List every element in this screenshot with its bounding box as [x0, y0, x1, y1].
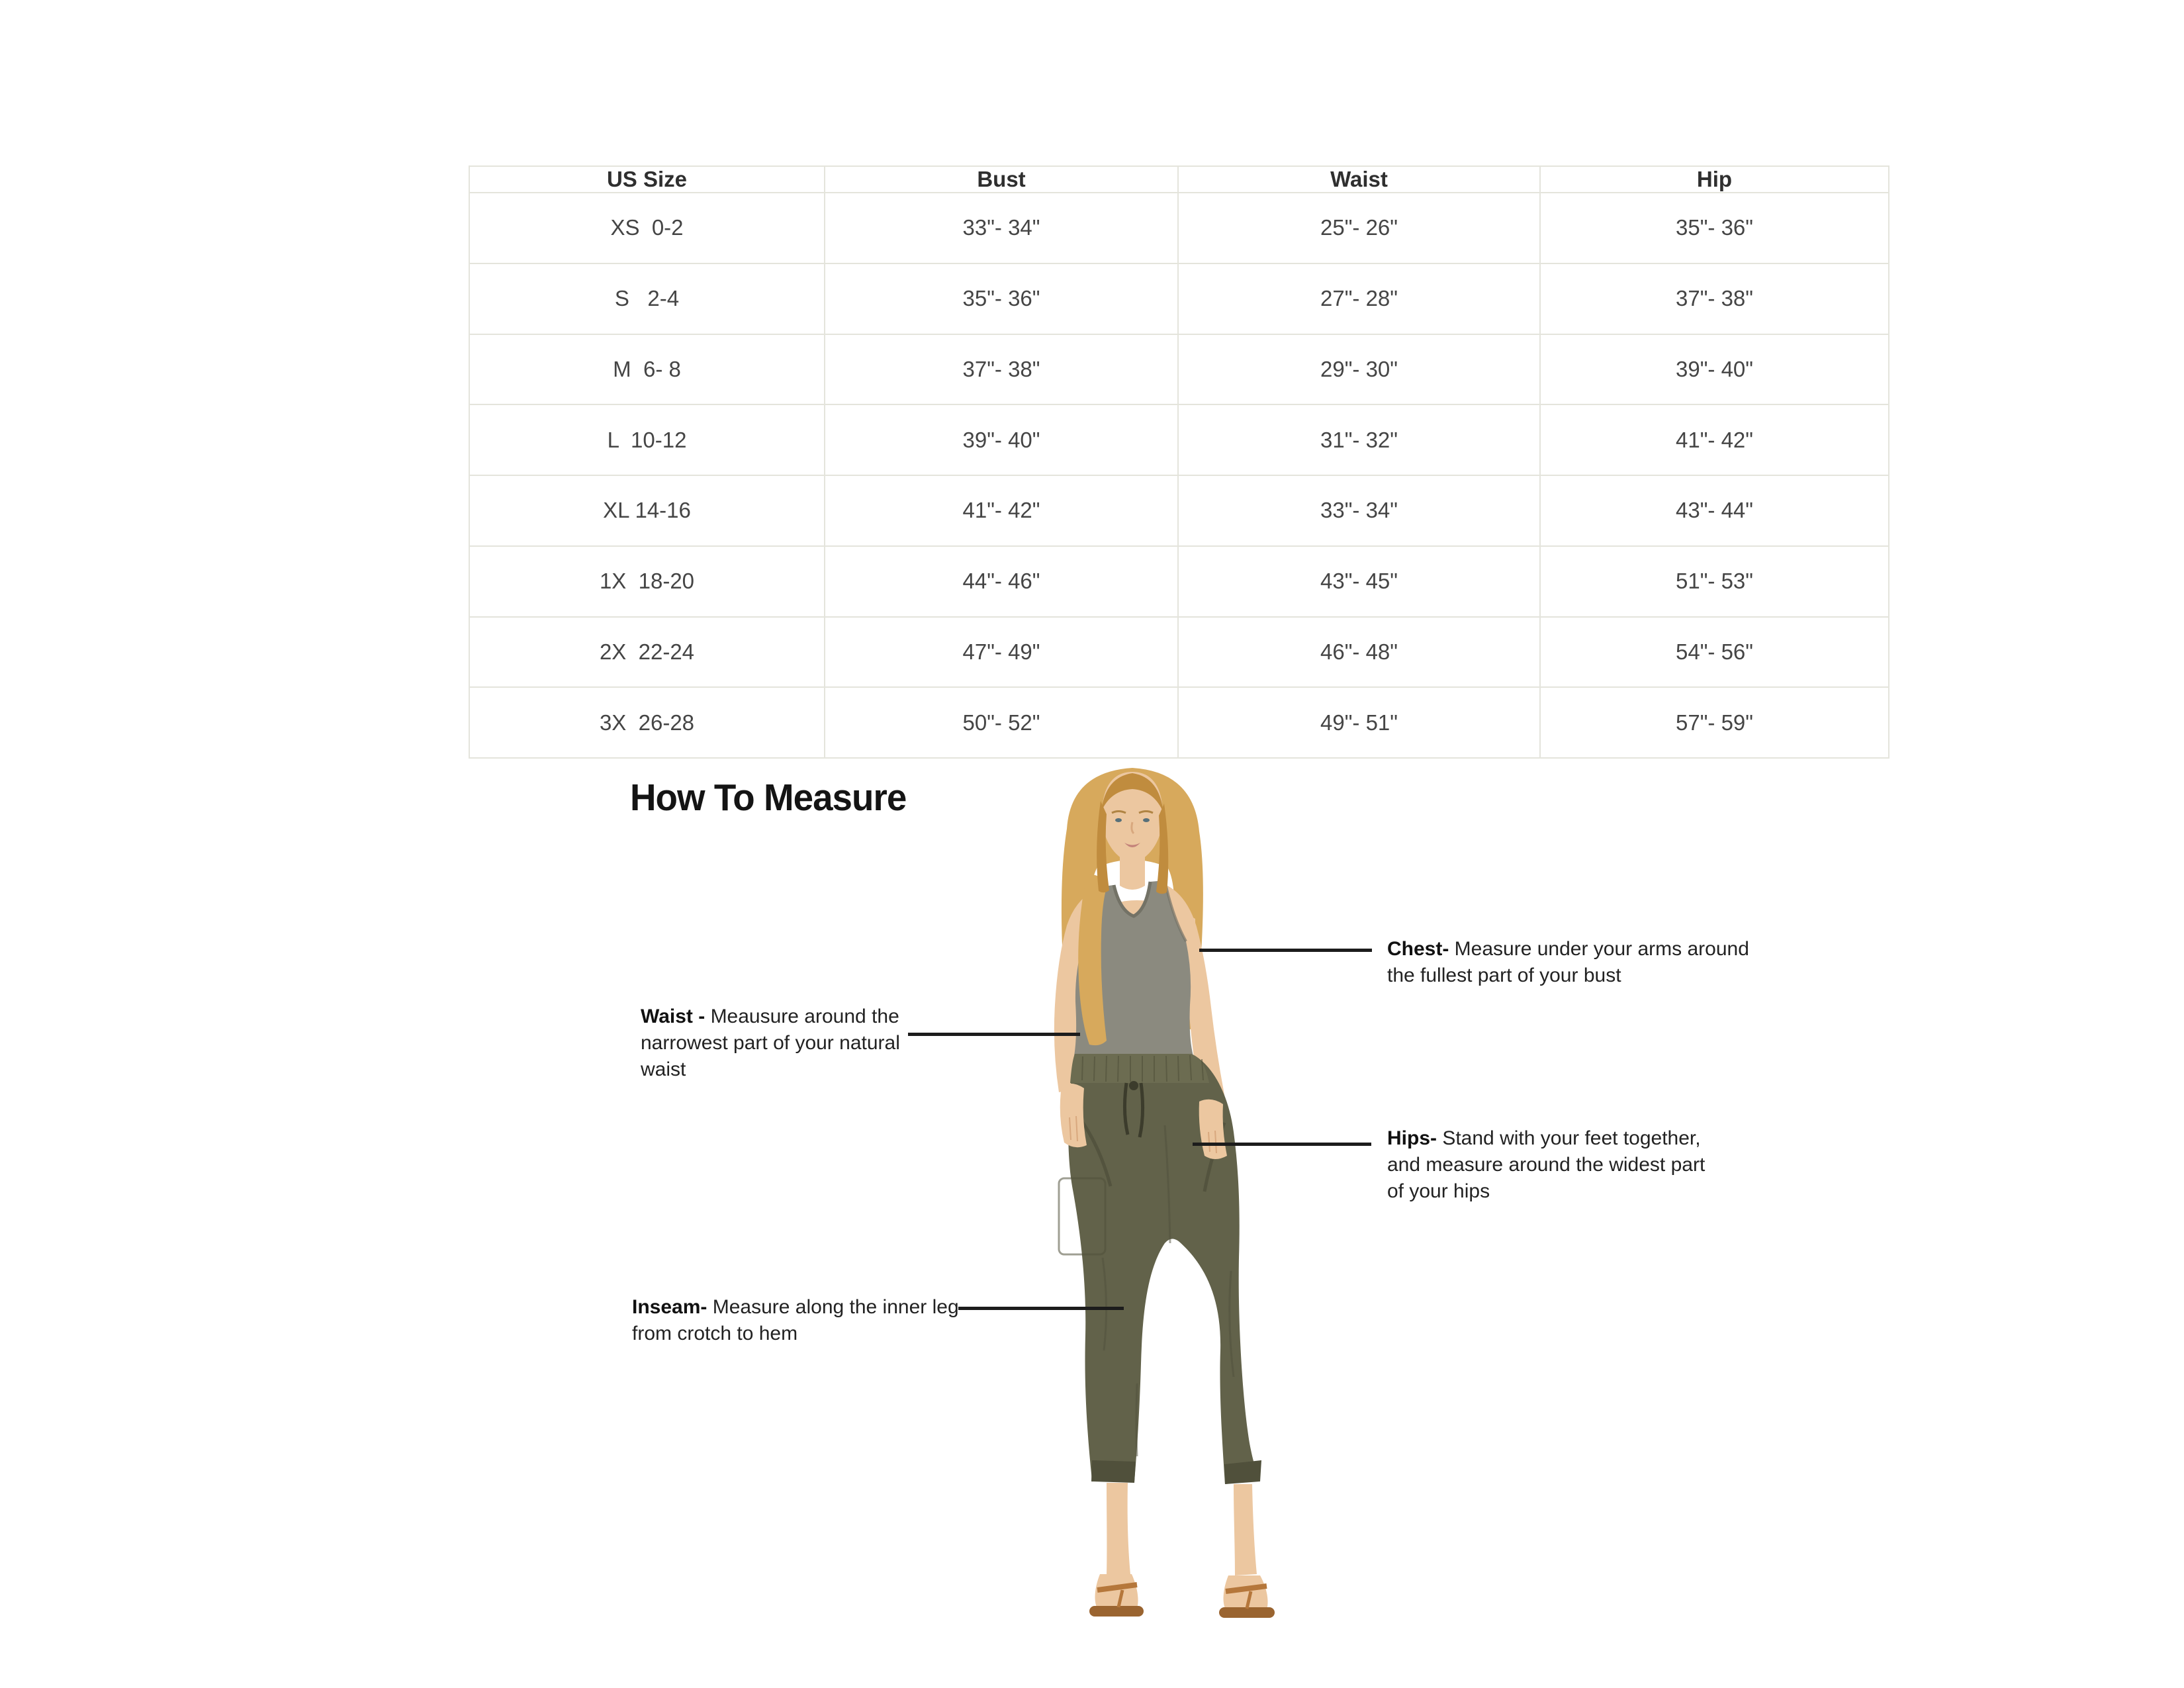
chest-annotation: Chest- Measure under your arms around the fullest part of your bust	[1387, 938, 1749, 986]
table-row	[469, 475, 1889, 546]
right-hand	[1199, 1100, 1227, 1159]
table-row	[469, 546, 1889, 617]
legs-feet	[1089, 1483, 1275, 1618]
col-header-bust: Bust	[825, 166, 1178, 193]
col-header-waist: Waist	[1178, 166, 1540, 193]
size-cell: XL 14-16	[469, 475, 825, 546]
waist-annotation: Waist - Meausure around the narrowest part of your natural waist	[641, 1006, 900, 1080]
hips-label: Hips-	[1387, 1127, 1437, 1149]
hips-leader-line	[1193, 1143, 1371, 1146]
size-cell: 3X 26-28	[469, 687, 825, 758]
hip-cell: 39"- 40"	[1540, 334, 1889, 405]
table-row	[469, 263, 1889, 334]
right-sandal-sole	[1219, 1607, 1275, 1618]
inseam-label: Inseam-	[632, 1296, 707, 1318]
table-header-row	[469, 166, 1889, 193]
col-header-us-size: US Size	[469, 166, 825, 193]
bust-cell: 39"- 40"	[825, 404, 1178, 475]
size-cell: L 10-12	[469, 404, 825, 475]
hip-cell: 35"- 36"	[1540, 193, 1889, 263]
waistband	[1070, 1054, 1209, 1083]
bust-cell: 41"- 42"	[825, 475, 1178, 546]
table-row	[469, 687, 1889, 758]
left-cuff	[1091, 1460, 1136, 1483]
hip-cell: 57"- 59"	[1540, 687, 1889, 758]
size-cell: 1X 18-20	[469, 546, 825, 617]
size-cell: 2X 22-24	[469, 617, 825, 688]
waist-cell: 46"- 48"	[1178, 617, 1540, 688]
left-sandal-sole	[1089, 1606, 1144, 1617]
chest-leader-line	[1199, 949, 1372, 952]
bust-cell: 37"- 38"	[825, 334, 1178, 405]
table-row	[469, 404, 1889, 475]
drawstring-knot	[1129, 1081, 1138, 1090]
how-to-measure-title: How To Measure	[630, 776, 907, 819]
hip-cell: 54"- 56"	[1540, 617, 1889, 688]
table-row	[469, 617, 1889, 688]
size-cell: M 6- 8	[469, 334, 825, 405]
hip-cell: 37"- 38"	[1540, 263, 1889, 334]
waist-cell: 43"- 45"	[1178, 546, 1540, 617]
waist-cell: 27"- 28"	[1178, 263, 1540, 334]
hip-cell: 41"- 42"	[1540, 404, 1889, 475]
inseam-annotation: Inseam- Measure along the inner leg from crotch to hem	[632, 1296, 959, 1344]
left-hand	[1060, 1084, 1087, 1147]
size-cell: XS 0-2	[469, 193, 825, 263]
hip-cell: 43"- 44"	[1540, 475, 1889, 546]
model-figure-image	[1006, 755, 1377, 1622]
hips-annotation: Hips- Stand with your feet together, and measure around the widest part of your hips	[1387, 1127, 1706, 1202]
waist-cell: 33"- 34"	[1178, 475, 1540, 546]
col-header-hip: Hip	[1540, 166, 1889, 193]
table-row	[469, 334, 1889, 405]
bust-cell: 47"- 49"	[825, 617, 1178, 688]
right-cuff	[1224, 1460, 1261, 1484]
model-figure-svg	[1006, 755, 1377, 1622]
waist-label: Waist -	[641, 1006, 705, 1027]
bust-cell: 50"- 52"	[825, 687, 1178, 758]
size-chart-table	[469, 165, 1889, 759]
jogger-pants	[1059, 1054, 1261, 1484]
waist-cell: 49"- 51"	[1178, 687, 1540, 758]
bust-cell: 44"- 46"	[825, 546, 1178, 617]
waist-cell: 29"- 30"	[1178, 334, 1540, 405]
table-row	[469, 193, 1889, 263]
bust-cell: 35"- 36"	[825, 263, 1178, 334]
bust-cell: 33"- 34"	[825, 193, 1178, 263]
waist-cell: 31"- 32"	[1178, 404, 1540, 475]
waist-cell: 25"- 26"	[1178, 193, 1540, 263]
size-cell: S 2-4	[469, 263, 825, 334]
chest-label: Chest-	[1387, 938, 1449, 960]
hip-cell: 51"- 53"	[1540, 546, 1889, 617]
